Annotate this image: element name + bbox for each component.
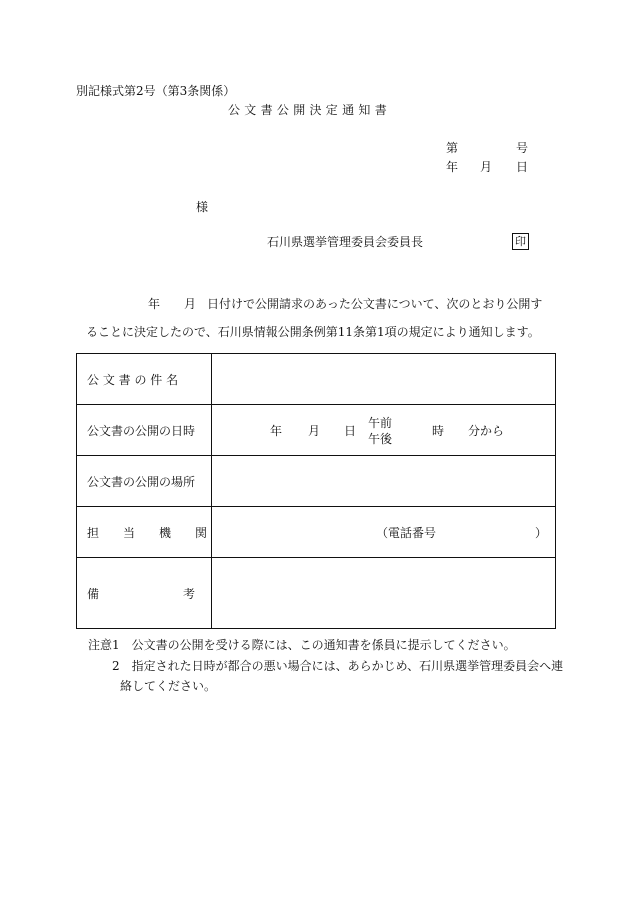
datetime-day: 日 [344, 424, 357, 438]
table-row [77, 507, 556, 558]
recipient-honorific: 様 [196, 200, 209, 214]
phone-number-close: ） [535, 526, 548, 540]
table-row [77, 558, 556, 629]
request-date-month: 月 [184, 297, 197, 311]
remarks-field[interactable] [212, 558, 556, 629]
row-label-remarks: 備 考 [77, 558, 212, 629]
note-2: 2 指定された日時が都合の悪い場合には、あらかじめ、石川県選挙管理委員会へ連 [112, 659, 564, 673]
issue-date-day: 日 [516, 160, 529, 174]
responsible-agency-field[interactable] [212, 507, 556, 558]
datetime-hour: 時 [432, 424, 445, 438]
table-row [77, 405, 556, 456]
table-row [77, 456, 556, 507]
phone-number-label: （電話番号 [376, 526, 437, 540]
issue-date-year: 年 [446, 160, 459, 174]
row-label-disclosure-datetime: 公文書の公開の日時 [77, 405, 212, 456]
request-date-year: 年 [148, 297, 161, 311]
body-text-line1: 日付けで公開請求のあった公文書について、次のとおり公開す [207, 297, 543, 311]
document-title: 公文書公開決定通知書 [228, 103, 392, 117]
document-number-prefix: 第 [446, 141, 459, 155]
body-text-line2: ることに決定したので、石川県情報公開条例第11条第1項の規定により通知します。 [86, 325, 540, 339]
datetime-pm: 午後 [368, 432, 393, 446]
issue-date-month: 月 [480, 160, 493, 174]
row-label-document-subject: 公 文 書 の 件 名 [77, 354, 212, 405]
note-2-continued: 絡してください。 [120, 679, 217, 693]
seal-mark: 印 [512, 233, 529, 250]
form-reference: 別記様式第2号（第3条関係） [76, 84, 236, 98]
datetime-am: 午前 [368, 416, 393, 430]
row-label-disclosure-place: 公文書の公開の場所 [77, 456, 212, 507]
note-1: 注意1 公文書の公開を受ける際には、この通知書を係員に提示してください。 [88, 638, 516, 652]
disclosure-datetime-field[interactable] [212, 405, 556, 456]
datetime-minute-from: 分から [468, 424, 505, 438]
row-label-responsible-agency: 担 当 機 関 [77, 507, 212, 558]
document-subject-field[interactable] [212, 354, 556, 405]
datetime-year: 年 [270, 424, 283, 438]
disclosure-details-table [76, 353, 556, 629]
document-number-suffix: 号 [516, 141, 529, 155]
issuer-name: 石川県選挙管理委員会委員長 [267, 235, 424, 249]
datetime-month: 月 [308, 424, 321, 438]
disclosure-place-field[interactable] [212, 456, 556, 507]
table-row [77, 354, 556, 405]
